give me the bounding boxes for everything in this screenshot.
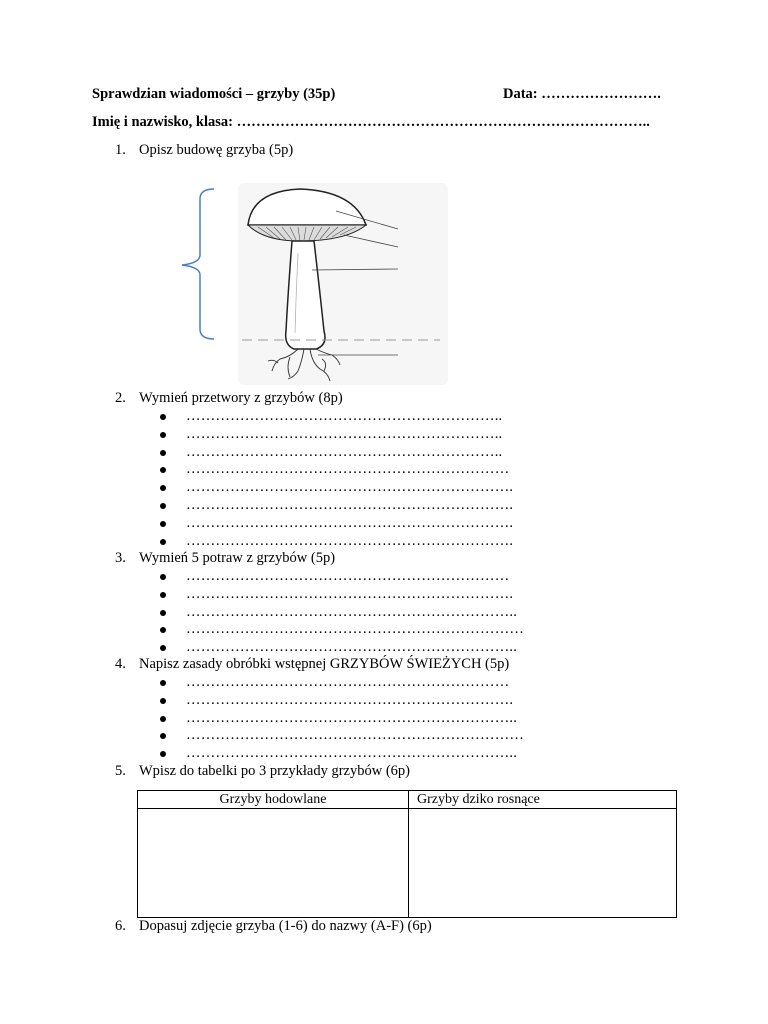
height-brace-icon	[182, 189, 214, 339]
question-6-text: Dopasuj zdjęcie grzyba (1-6) do nazwy (A-F) (6p)	[139, 918, 432, 934]
bullet-icon	[160, 414, 166, 420]
answer-blank[interactable]: ………………………………………………………….	[186, 479, 514, 496]
bullet-icon	[160, 627, 166, 633]
answer-blank[interactable]: ………………………………………………………….	[186, 691, 514, 708]
answer-blank[interactable]: ………………………………………………………..	[186, 425, 503, 442]
question-5-text: Wpisz do tabelki po 3 przykłady grzybów (6p)	[139, 763, 410, 779]
bullet-icon	[160, 680, 166, 686]
question-4-text: Napisz zasady obróbki wstępnej GRZYBÓW ŚWIEŻYCH (5p)	[139, 656, 510, 672]
answer-blank[interactable]: ………………………………………………………..	[186, 443, 503, 460]
column-header-wild: Grzyby dziko rosnące	[409, 791, 677, 809]
question-2-number: 2.	[115, 390, 126, 406]
question-5-number: 5.	[115, 763, 126, 779]
table-row	[138, 809, 677, 918]
bullet-icon	[160, 521, 166, 527]
bullet-icon	[160, 574, 166, 580]
answer-blank[interactable]: …………………………………………………………..	[186, 709, 518, 726]
bullet-icon	[160, 467, 166, 473]
wild-answer-cell[interactable]	[409, 809, 677, 918]
bullet-icon	[160, 485, 166, 491]
bullet-icon	[160, 645, 166, 651]
answer-blank[interactable]: ………………………………………………………….	[186, 585, 514, 602]
mushroom-diagram	[178, 183, 448, 385]
bullet-icon	[160, 592, 166, 598]
answer-blank[interactable]: …………………………………………………………..	[186, 639, 518, 656]
bullet-icon	[160, 698, 166, 704]
cultivated-answer-cell[interactable]	[138, 809, 409, 918]
bullet-icon	[160, 450, 166, 456]
answer-blank[interactable]: …………………………………………………………..	[186, 745, 518, 762]
question-3-text: Wymień 5 potraw z grzybów (5p)	[139, 550, 336, 566]
answer-blank[interactable]: ………………………………………………………..	[186, 408, 503, 424]
answer-blank[interactable]: ………………………………………………………….	[186, 496, 514, 513]
answer-blank[interactable]: …………………………………………………………	[186, 674, 510, 690]
answer-blank[interactable]: ………………………………………………………….	[186, 532, 514, 549]
question-2-text: Wymień przetwory z grzybów (8p)	[139, 390, 343, 406]
answer-blank[interactable]: ……………………………………………………………	[186, 727, 525, 744]
bullet-icon	[160, 716, 166, 722]
answer-blank[interactable]: …………………………………………………………	[186, 568, 510, 584]
name-class-field: Imię i nazwisko, klasa: …………………………………………………………………………..	[92, 114, 650, 130]
bullet-icon	[160, 733, 166, 739]
question-1-text: Opisz budowę grzyba (5p)	[139, 142, 294, 158]
mushroom-examples-table	[137, 790, 677, 918]
bullet-icon	[160, 539, 166, 545]
column-header-cultivated: Grzyby hodowlane	[138, 791, 409, 809]
answer-blank[interactable]: …………………………………………………………	[186, 461, 510, 478]
question-6-number: 6.	[115, 918, 126, 934]
test-title: Sprawdzian wiadomości – grzyby (35p)	[92, 86, 336, 102]
table-header-row	[138, 791, 677, 809]
date-field: Data: …………………….	[503, 86, 661, 102]
answer-blank[interactable]: ………………………………………………………….	[186, 514, 514, 531]
bullet-icon	[160, 432, 166, 438]
bullet-icon	[160, 751, 166, 757]
bullet-icon	[160, 610, 166, 616]
answer-blank[interactable]: ……………………………………………………………	[186, 621, 525, 638]
bullet-icon	[160, 503, 166, 509]
question-4-number: 4.	[115, 656, 126, 672]
question-1-number: 1.	[115, 142, 126, 158]
answer-blank[interactable]: …………………………………………………………..	[186, 603, 518, 620]
question-3-number: 3.	[115, 550, 126, 566]
